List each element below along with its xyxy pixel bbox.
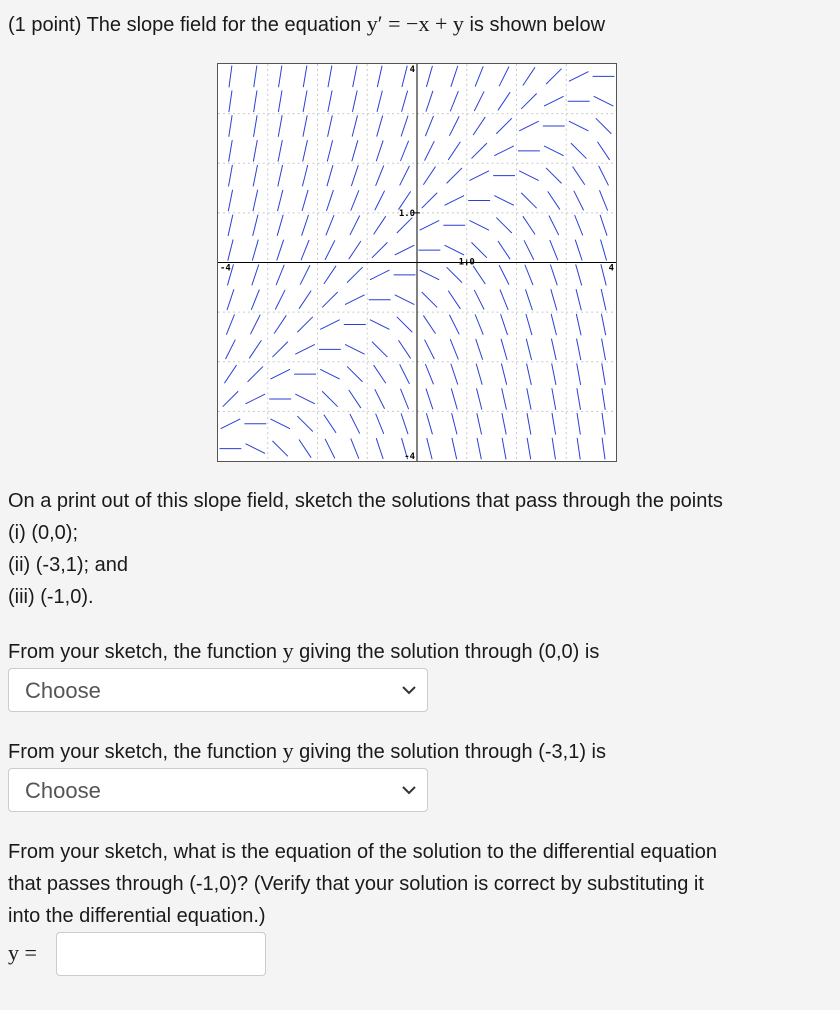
- slope-segment: [372, 242, 387, 257]
- slope-segment: [303, 66, 307, 88]
- slope-segment: [278, 115, 282, 137]
- part2-prompt-after: giving the solution through (-3,1) is: [299, 741, 606, 763]
- y-unit-label: 1.0: [398, 208, 416, 219]
- slope-segment: [499, 67, 509, 87]
- slope-segment: [229, 66, 232, 88]
- slope-segment: [227, 289, 234, 310]
- slope-segment: [450, 339, 458, 359]
- slope-segment: [249, 340, 261, 358]
- slope-segment: [353, 66, 357, 87]
- slope-segment: [270, 369, 290, 379]
- slope-segment: [274, 315, 286, 333]
- slope-segment: [577, 388, 581, 410]
- slope-segment: [303, 115, 307, 136]
- slope-segment: [471, 143, 486, 158]
- slope-segment: [351, 438, 359, 458]
- slope-segment: [594, 96, 614, 106]
- slope-segment: [375, 191, 385, 211]
- slope-segment: [602, 438, 605, 460]
- slope-segment: [452, 413, 457, 434]
- slope-segment: [276, 265, 284, 285]
- slope-segment: [326, 190, 333, 211]
- slope-segment: [473, 266, 485, 284]
- slope-segment: [300, 265, 310, 285]
- slope-segment: [600, 215, 607, 236]
- slope-segment: [544, 146, 564, 156]
- slope-segment: [527, 388, 531, 409]
- slope-segment: [229, 115, 232, 137]
- slope-segment: [551, 314, 556, 335]
- slope-segment: [525, 265, 533, 285]
- slope-segment: [347, 366, 362, 381]
- slope-segment: [351, 165, 358, 186]
- slope-segment: [576, 264, 582, 285]
- slope-segment: [328, 90, 332, 111]
- slope-segment: [552, 438, 555, 460]
- slope-segment: [295, 344, 315, 354]
- slope-segment: [303, 90, 307, 112]
- slope-segment: [425, 141, 435, 161]
- part2-select-value: Choose: [25, 778, 101, 803]
- slope-segment: [544, 96, 564, 106]
- slope-segment: [602, 339, 606, 361]
- slope-segment: [301, 240, 309, 260]
- slope-segment: [574, 191, 584, 211]
- slope-segment: [377, 116, 383, 137]
- slope-segment: [469, 220, 489, 230]
- slope-segment: [253, 140, 257, 162]
- slope-segment: [498, 92, 510, 110]
- slope-field-plot: [217, 63, 617, 462]
- slope-segment: [400, 364, 410, 384]
- slope-segment: [599, 190, 607, 210]
- slope-segment: [548, 191, 560, 209]
- slope-segment: [221, 419, 241, 429]
- slope-segment: [498, 241, 510, 259]
- slope-segment: [569, 72, 589, 82]
- slope-segment: [521, 93, 536, 108]
- equation-rhs: = −x + y: [388, 11, 464, 36]
- slope-segment: [597, 142, 609, 160]
- answer-label: y =: [8, 940, 37, 965]
- slope-segment: [552, 363, 556, 384]
- slope-segment: [229, 90, 232, 112]
- slope-segment: [420, 270, 440, 280]
- slope-segment: [519, 171, 539, 181]
- slope-segment: [501, 339, 507, 360]
- slope-segment: [448, 142, 460, 160]
- slope-segment: [297, 416, 312, 431]
- slope-segment: [224, 365, 236, 383]
- slope-segment: [451, 66, 458, 87]
- part1-select[interactable]: [8, 668, 428, 712]
- slope-segment: [469, 171, 489, 181]
- slope-segment: [577, 339, 581, 360]
- slope-segment: [395, 245, 415, 255]
- part1-var: y: [282, 638, 294, 663]
- slope-segment: [502, 413, 506, 434]
- slope-segment: [576, 289, 581, 310]
- slope-segment: [376, 438, 383, 459]
- part1-select-value: Choose: [25, 678, 101, 703]
- slope-segment: [228, 239, 233, 260]
- part3-line-3: into the differential equation.): [8, 905, 266, 927]
- slope-segment: [551, 289, 557, 310]
- slope-segment: [448, 291, 460, 309]
- slope-segment: [295, 394, 315, 404]
- slope-segment: [420, 220, 440, 230]
- slope-segment: [327, 140, 332, 161]
- slope-segment: [272, 342, 287, 357]
- slope-segment: [223, 391, 238, 406]
- slope-segment: [527, 438, 531, 460]
- slope-segment: [577, 438, 580, 460]
- slope-segment: [602, 388, 605, 410]
- part2-prompt: [8, 738, 606, 765]
- slope-segment: [278, 165, 283, 186]
- slope-segment: [550, 240, 558, 260]
- slope-segment: [423, 315, 435, 333]
- slope-segment: [601, 289, 606, 310]
- slope-segment: [526, 314, 532, 335]
- slope-segment: [248, 366, 263, 381]
- slope-segment: [577, 363, 581, 385]
- slope-segment: [302, 165, 307, 186]
- slope-segment: [251, 290, 259, 310]
- slope-segment: [347, 267, 362, 282]
- slope-segment: [447, 267, 462, 282]
- slope-segment: [374, 365, 386, 383]
- slope-segment: [449, 116, 459, 136]
- slope-segment: [576, 314, 581, 335]
- slope-segment: [527, 413, 531, 435]
- slope-segment: [345, 344, 365, 354]
- slope-segment: [494, 146, 514, 156]
- slope-segment: [275, 290, 285, 310]
- part2-var: y: [282, 738, 294, 763]
- slope-segment: [425, 116, 433, 136]
- slope-segment: [445, 245, 465, 255]
- slope-segment: [473, 117, 485, 135]
- slope-segment: [326, 215, 334, 235]
- slope-segment: [278, 90, 282, 112]
- slope-segment: [351, 190, 359, 210]
- slope-segment: [377, 91, 382, 112]
- slope-segment: [226, 314, 234, 334]
- slope-segment: [426, 91, 433, 112]
- slope-segment: [426, 413, 432, 434]
- answer-input[interactable]: [56, 932, 266, 976]
- slope-segment: [253, 165, 257, 186]
- slope-segment: [523, 67, 535, 85]
- slope-segment: [471, 242, 486, 257]
- slope-segment: [602, 413, 605, 435]
- slope-segment: [426, 389, 433, 410]
- slope-segment: [299, 439, 311, 457]
- slope-segment: [602, 363, 606, 385]
- slope-segment: [546, 168, 561, 183]
- slope-segment: [519, 121, 539, 131]
- slope-segment: [270, 419, 290, 429]
- slope-segment: [375, 389, 385, 409]
- slope-segment: [422, 292, 437, 307]
- slope-segment: [350, 414, 360, 434]
- slope-segment: [474, 290, 484, 310]
- slope-segment: [477, 438, 481, 459]
- slope-segment: [226, 340, 236, 360]
- slope-segment: [451, 364, 458, 385]
- slope-segment: [398, 191, 410, 209]
- slope-segment: [496, 218, 511, 233]
- slope-segment: [349, 241, 361, 259]
- part2-select[interactable]: [8, 768, 428, 812]
- slope-segment: [501, 364, 506, 385]
- slope-segment: [352, 91, 357, 112]
- slope-segment: [254, 115, 258, 137]
- slope-segment: [328, 115, 333, 136]
- slope-segment: [575, 215, 583, 235]
- slope-segment: [277, 215, 283, 236]
- slope-segment: [475, 66, 483, 86]
- slope-segment: [523, 216, 535, 234]
- slope-segment: [277, 240, 284, 261]
- slope-segment: [599, 166, 609, 186]
- slope-segment: [350, 215, 360, 235]
- slope-segment: [324, 415, 336, 433]
- slope-segment: [425, 340, 435, 360]
- slope-segment: [246, 394, 266, 404]
- instructions-line: On a print out of this slope field, sketch the solutions that pass through the points: [8, 490, 723, 512]
- slope-segment: [228, 215, 233, 236]
- slope-segment: [450, 91, 458, 111]
- slope-segment: [279, 66, 282, 88]
- slope-segment: [395, 295, 415, 305]
- slope-segment: [402, 66, 407, 87]
- slope-segment: [596, 118, 611, 133]
- slope-segment: [476, 364, 482, 385]
- slope-segment: [422, 193, 437, 208]
- slope-segment: [370, 270, 390, 280]
- slope-segment: [552, 413, 556, 435]
- point-2: (ii) (-3,1); and: [8, 554, 129, 576]
- slope-segment: [253, 190, 258, 211]
- slope-segment: [320, 320, 340, 330]
- slope-segment: [252, 265, 259, 286]
- slope-segment: [552, 388, 556, 410]
- slope-segment: [402, 91, 408, 112]
- slope-segment: [476, 339, 483, 360]
- slope-segment: [370, 320, 390, 330]
- chevron-down-icon: [401, 782, 417, 798]
- slope-segment: [571, 143, 586, 158]
- slope-segment: [254, 66, 257, 88]
- slope-segment: [372, 342, 387, 357]
- slope-segment: [302, 215, 309, 236]
- slope-segment: [551, 339, 556, 360]
- slope-segment: [400, 166, 410, 186]
- slope-segment: [501, 314, 508, 335]
- slope-segment: [272, 441, 287, 456]
- slope-segment: [228, 190, 232, 211]
- equation-lhs: y′: [366, 11, 383, 36]
- slope-segment: [447, 168, 462, 183]
- slope-segment: [550, 265, 557, 286]
- slope-segment: [525, 289, 532, 310]
- slope-segment: [252, 240, 258, 261]
- slope-segment: [376, 165, 384, 185]
- slope-segment: [569, 121, 589, 131]
- slope-segment: [451, 388, 457, 409]
- slope-segment: [299, 291, 311, 309]
- part1-prompt-before: From your sketch, the function: [8, 641, 278, 663]
- question-header: [8, 11, 605, 38]
- slope-segment: [322, 292, 337, 307]
- slope-segment: [376, 414, 384, 434]
- slope-segment: [349, 390, 361, 408]
- slope-segment: [573, 167, 585, 185]
- slope-segment: [494, 196, 514, 206]
- slope-segment: [524, 240, 534, 260]
- slope-segment: [398, 340, 410, 358]
- slope-segment: [601, 240, 607, 261]
- slope-segment: [500, 290, 508, 310]
- slope-segment: [328, 66, 332, 88]
- chevron-down-icon: [401, 682, 417, 698]
- slope-segment: [327, 165, 333, 186]
- slope-segment: [445, 196, 465, 206]
- x-unit-label: 1.0: [458, 257, 475, 268]
- slope-segment: [526, 339, 531, 360]
- slope-segment: [229, 140, 233, 162]
- slope-segment: [400, 141, 408, 161]
- slope-segment: [502, 438, 506, 460]
- slope-segment: [475, 314, 483, 334]
- point-3: (iii) (-1,0).: [8, 586, 94, 608]
- slope-segment: [546, 69, 561, 84]
- slope-segment: [246, 444, 266, 454]
- slope-segment: [320, 369, 340, 379]
- part3-line-1: From your sketch, what is the equation of the solution to the differential equation: [8, 841, 717, 863]
- slope-segment: [278, 140, 282, 161]
- slope-segment: [374, 216, 386, 234]
- slope-segment: [452, 438, 457, 459]
- part1-prompt: [8, 638, 599, 665]
- slope-segment: [325, 240, 335, 260]
- slope-segment: [228, 165, 232, 187]
- slope-segment: [401, 116, 408, 137]
- y-min-label: -4: [404, 452, 416, 462]
- slope-segment: [397, 218, 412, 233]
- slope-segment: [352, 115, 357, 136]
- slope-segment: [426, 66, 432, 87]
- slope-segment: [577, 413, 580, 435]
- slope-segment: [601, 314, 605, 335]
- slope-segment: [425, 364, 433, 384]
- slope-segment: [254, 90, 257, 112]
- slope-segment: [549, 215, 559, 235]
- slope-segment: [527, 363, 532, 384]
- point-1: (i) (0,0);: [8, 522, 78, 544]
- slope-segment: [322, 391, 337, 406]
- slope-segment: [302, 190, 308, 211]
- slope-segment: [352, 140, 358, 161]
- slope-segment: [303, 140, 308, 161]
- slope-segment: [401, 413, 408, 434]
- slope-segment: [477, 413, 482, 434]
- question-prefix: (1 point) The slope field for the equation: [8, 14, 362, 36]
- part2-prompt-before: From your sketch, the function: [8, 741, 278, 763]
- slope-segment: [278, 190, 283, 211]
- x-max-label: 4: [608, 263, 615, 274]
- slope-segment: [575, 240, 582, 261]
- slope-segment: [297, 317, 312, 332]
- x-min-label: -4: [219, 263, 231, 274]
- slope-segment: [502, 388, 507, 409]
- slope-segment: [474, 91, 484, 111]
- slope-segment: [427, 438, 432, 459]
- slope-segment: [400, 389, 408, 409]
- slope-segment: [449, 315, 459, 335]
- y-max-label: 4: [409, 64, 416, 75]
- slope-segment: [521, 193, 536, 208]
- slope-segment: [250, 315, 260, 335]
- part3-line-2: that passes through (-1,0)? (Verify that your solution is correct by substituting it: [8, 873, 704, 895]
- slope-segment: [601, 264, 606, 285]
- slope-segment: [499, 265, 509, 285]
- slope-segment: [324, 266, 336, 284]
- slope-segment: [496, 118, 511, 133]
- slope-segment: [253, 215, 258, 236]
- part1-prompt-after: giving the solution through (0,0) is: [299, 641, 600, 663]
- slope-segment: [325, 439, 335, 459]
- slope-segment: [376, 140, 383, 161]
- question-suffix: is shown below: [469, 14, 606, 36]
- slope-segment: [477, 388, 482, 409]
- slope-segment: [397, 317, 412, 332]
- slope-segment: [377, 66, 382, 87]
- slope-segment: [345, 295, 365, 305]
- slope-segment: [423, 167, 435, 185]
